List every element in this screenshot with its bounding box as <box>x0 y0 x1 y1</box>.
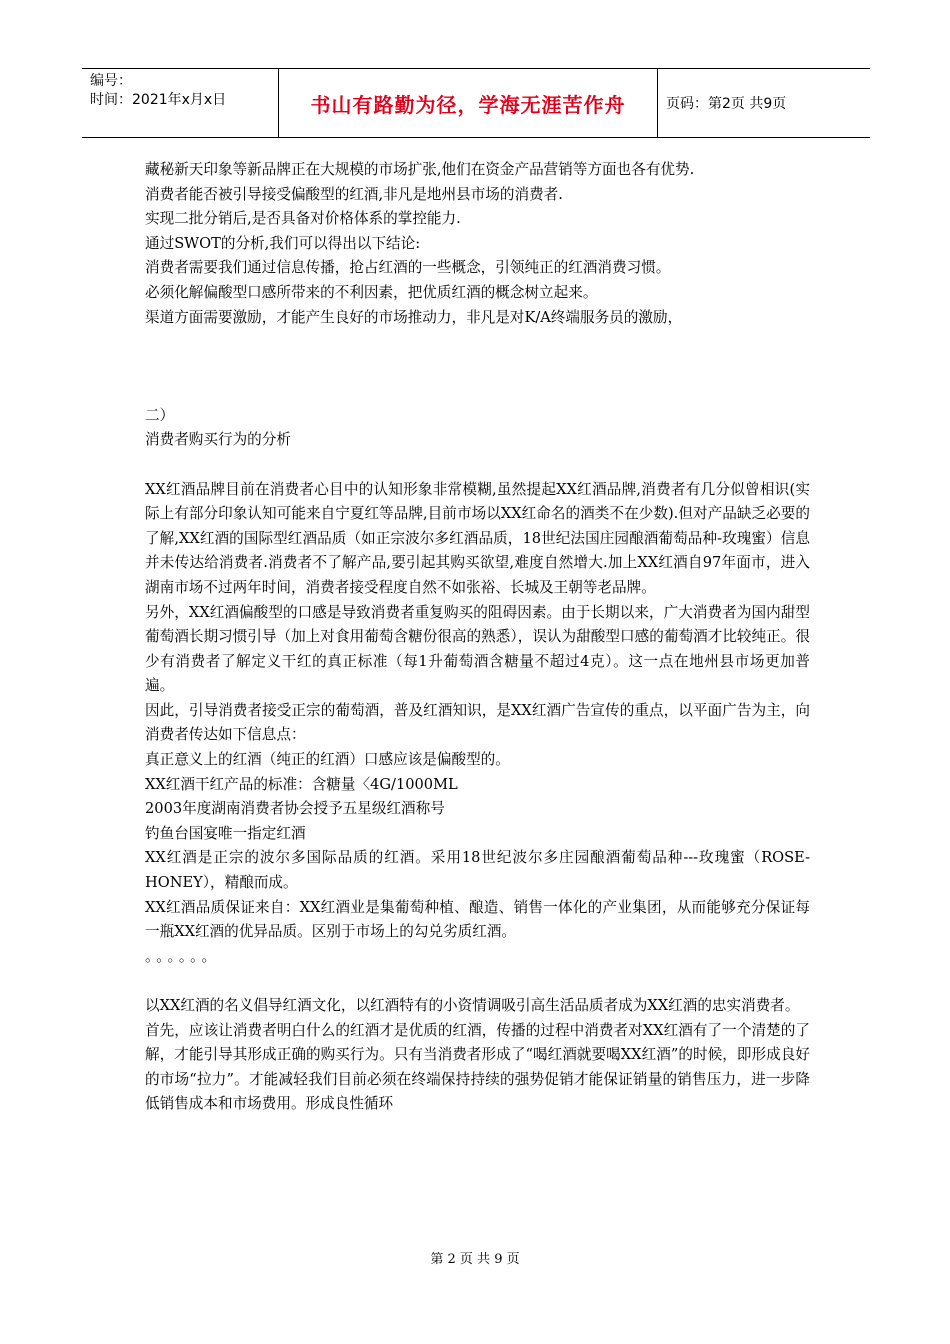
header-divider <box>657 69 658 137</box>
body-paragraph: 必须化解偏酸型口感所带来的不利因素，把优质红酒的概念树立起来。 <box>145 283 598 301</box>
document-body <box>145 158 810 1117</box>
body-paragraph: XX红酒品质保证来自：XX红酒业是集葡萄种植、酿造、销售一体化的产业集团，从而能够充分保证每一瓶XX红酒的优异品质。区别于市场上的勾兑劣质红酒。 <box>145 898 810 941</box>
document-number-label: 编号： <box>90 73 132 89</box>
body-paragraph: 藏秘新天印象等新品牌正在大规模的市场扩张,他们在资金产品营销等方面也各有优势. <box>145 161 695 178</box>
body-paragraph: XX红酒是正宗的波尔多国际品质的红酒。采用18世纪波尔多庄园酿酒葡萄品种---玫瑰蜜（ROSE-HONEY），精酿而成。 <box>145 849 810 892</box>
section-heading: 消费者购买行为的分析 <box>145 431 291 449</box>
page-footer: 第 2 页 共 9 页 <box>430 1252 520 1267</box>
body-paragraph: XX红酒品牌目前在消费者心目中的认知形象非常模糊,虽然提起XX红酒品牌,消费者有几分似曾相识(实际上有部分印象认知可能来自宁夏红等品牌,目前市场以XX红命名的酒类不在少数).但对产品缺乏必要的了解,XX红酒的国际型红酒品质（如正宗波尔多红酒品质，18世纪法国庄园酿酒葡萄品种-玫瑰蜜）信息并未传达给消费者.消费者不了解产品,要引起其购买欲望,难度自然增大.加上XX红酒自97年面市，进入湖南市场不过两年时间，消费者接受程度自然不如张裕、长城及王朝等老品牌。 <box>145 480 810 596</box>
body-paragraph: 因此，引导消费者接受正宗的葡萄酒，普及红酒知识，是XX红酒广告宣传的重点，以平面广告为主，向消费者传达如下信息点： <box>145 701 810 744</box>
body-paragraph: 实现二批分销后,是否具备对价格体系的掌控能力. <box>145 210 461 228</box>
body-paragraph: 消费者需要我们通过信息传播，抢占红酒的一些概念，引领纯正的红酒消费习惯。 <box>145 259 671 277</box>
body-paragraph: 钓鱼台国宴唯一指定红酒 <box>145 824 306 842</box>
header-meta <box>82 69 278 137</box>
body-paragraph: 首先，应该让消费者明白什么的红酒才是优质的红酒，传播的过程中消费者对XX红酒有了一个清楚的了解，才能引导其形成正确的购买行为。只有当消费者形成了“喝红酒就要喝XX红酒”的时候，即形成良好的市场“拉力”。才能减轻我们目前必须在终端保持持续的强势促销才能保证销量的销售压力，进一步降低销售成本和市场费用。形成良性循环 <box>145 1021 810 1113</box>
body-paragraph: 通过SWOT的分析,我们可以得出以下结论: <box>145 234 421 252</box>
body-paragraph: 以XX红酒的名义倡导红酒文化，以红酒特有的小资情调吸引高生活品质者成为XX红酒的忠实消费者。 <box>145 997 800 1014</box>
body-paragraph: 消费者能否被引导接受偏酸型的红酒,非凡是地州县市场的消费者. <box>145 185 563 203</box>
section-number: 二） <box>145 406 175 424</box>
page-header <box>82 68 870 138</box>
body-paragraph: XX红酒干红产品的标准：含糖量〈4G/1000ML <box>145 775 458 793</box>
body-paragraph: 真正意义上的红酒（纯正的红酒）口感应该是偏酸型的。 <box>145 751 510 769</box>
body-paragraph: 2003年度湖南消费者协会授予五星级红酒称号 <box>145 800 445 818</box>
ellipsis-line: 。。。。。。 <box>145 947 221 965</box>
body-paragraph: 渠道方面需要激励，才能产生良好的市场推动力，非凡是对K/A终端服务员的激励， <box>145 308 683 326</box>
header-page-number: 页码：第2页 共9页 <box>666 96 787 112</box>
body-paragraph: 另外，XX红酒偏酸型的口感是导致消费者重复购买的阻碍因素。由于长期以来，广大消费者为国内甜型葡萄酒长期习惯引导（加上对食用葡萄含糖份很高的熟悉），误认为甜酸型口感的葡萄酒才比较纯正。很少有消费者了解定义干红的真正标准（每1升葡萄酒含糖量不超过4克）。这一点在地州县市场更加普遍。 <box>145 603 810 695</box>
document-time-label: 时间：2021年x月x日 <box>90 92 227 108</box>
header-motto: 书山有路勤为径，学海无涯苦作舟 <box>310 92 626 117</box>
